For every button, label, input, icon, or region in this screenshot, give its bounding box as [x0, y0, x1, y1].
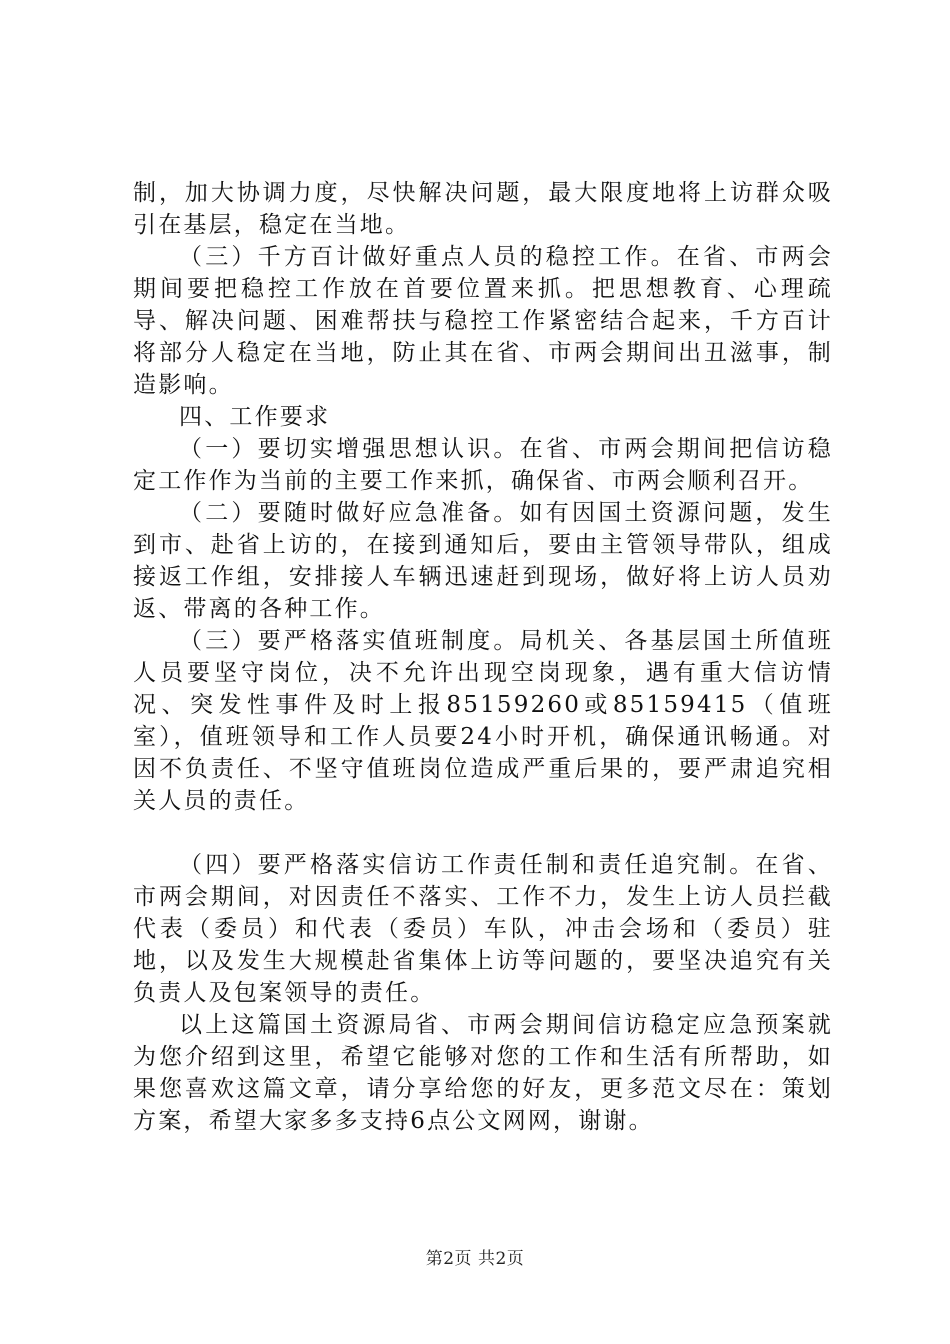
- document-body: [133, 177, 833, 1137]
- paragraph-requirement-2: （二）要随时做好应急准备。如有因国土资源问题，发生到市、赴省上访的，在接到通知后，要由主管领导带队，组成接返工作组，安排接人车辆迅速赶到现场，做好将上访人员劝返、带离的各种工作。: [133, 500, 833, 622]
- paragraph-continuation: 制，加大协调力度，尽快解决问题，最大限度地将上访群众吸引在基层，稳定在当地。: [133, 180, 833, 238]
- paragraph-requirement-3: （三）要严格落实值班制度。局机关、各基层国土所值班人员要坚守岗位，决不允许出现空岗现象，遇有重大信访情况、突发性事件及时上报85159260或85159415（值班室），值班领导和工作人员要24小时开机，确保通讯畅通。对因不负责任、不坚守值班岗位造成严重后果的，要严肃追究相关人员的责任。: [133, 628, 833, 814]
- paragraph-requirement-1: （一）要切实增强思想认识。在省、市两会期间把信访稳定工作作为当前的主要工作来抓，确保省、市两会顺利召开。: [133, 436, 833, 494]
- section-heading-work-requirements: 四、工作要求: [179, 404, 331, 430]
- paragraph-requirement-4: （四）要严格落实信访工作责任制和责任追究制。在省、市两会期间，对因责任不落实、工作不力，发生上访人员拦截代表（委员）和代表（委员）车队，冲击会场和（委员）驻地，以及发生大规模赴省集体上访等问题的，要坚决追究有关负责人及包案领导的责任。: [133, 852, 833, 1006]
- page-number-footer: 第2页 共2页: [425, 1249, 525, 1269]
- paragraph-closing: 以上这篇国土资源局省、市两会期间信访稳定应急预案就为您介绍到这里，希望它能够对您的工作和生活有所帮助，如果您喜欢这篇文章，请分享给您的好友，更多范文尽在：策划方案，希望大家多多支持6点公文网网，谢谢。: [133, 1012, 833, 1134]
- paragraph-section-3: （三）千方百计做好重点人员的稳控工作。在省、市两会期间要把稳控工作放在首要位置来抓。把思想教育、心理疏导、解决问题、困难帮扶与稳控工作紧密结合起来，千方百计将部分人稳定在当地，防止其在省、市两会期间出丑滋事，制造影响。: [133, 244, 833, 398]
